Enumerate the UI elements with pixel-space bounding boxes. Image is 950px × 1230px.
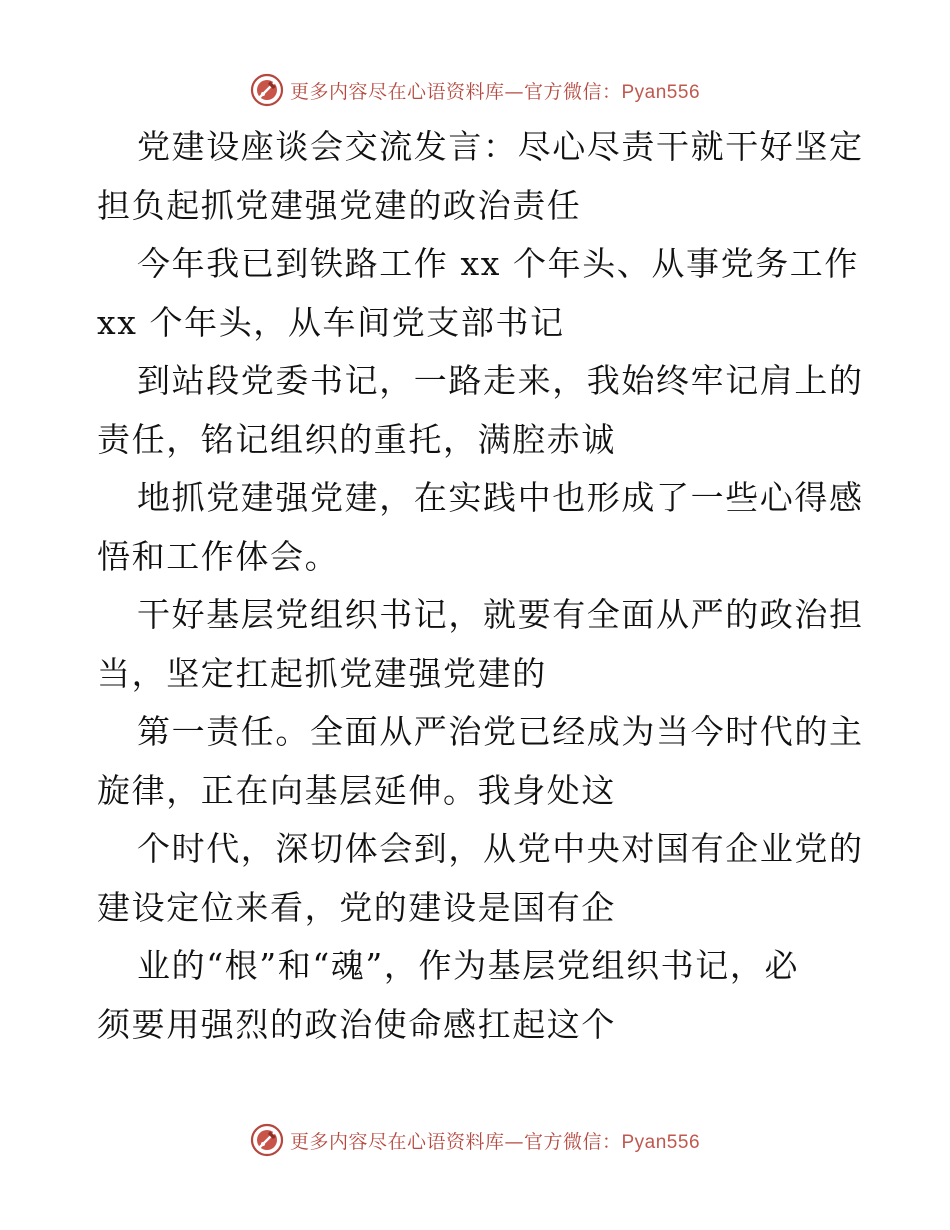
- text-line: 建设定位来看，党的建设是国有企: [97, 887, 616, 927]
- text-line: 干好基层党组织书记，就要有全面从严的政治担: [137, 595, 864, 634]
- text-line: 须要用强烈的政治使命感扛起这个: [97, 1004, 616, 1044]
- text-line: 责任，铭记组织的重托，满腔赤诚: [97, 419, 616, 459]
- text-line: 今年我已到铁路工作 xx 个年头、从事党务工作: [137, 244, 860, 283]
- brand-logo-icon: [250, 1123, 284, 1157]
- text-line: 个时代，深切体会到，从党中央对国有企业党的: [137, 829, 864, 868]
- header-brand-handle: Pyan556: [621, 81, 701, 103]
- text-line: 党建设座谈会交流发言：尽心尽责干就干好坚定: [137, 127, 864, 166]
- header-brand: [0, 70, 950, 110]
- footer-brand-handle: Pyan556: [621, 1131, 701, 1153]
- text-line: 地抓党建强党建，在实践中也形成了一些心得感: [137, 478, 864, 517]
- footer-brand-text: [290, 1127, 700, 1154]
- header-brand-label: 更多内容尽在心语资料库—官方微信：: [289, 80, 622, 103]
- text-line: xx 个年头，从车间党支部书记: [97, 302, 565, 342]
- text-line: 到站段党委书记，一路走来，我始终牢记肩上的: [137, 361, 864, 400]
- text-line: 担负起抓党建强党建的政治责任: [97, 185, 582, 225]
- text-line: 悟和工作体会。: [97, 536, 340, 576]
- text-line: 业的“根”和“魂”，作为基层党组织书记，必: [137, 946, 800, 985]
- text-line: 第一责任。全面从严治党已经成为当今时代的主: [137, 712, 864, 751]
- text-line: 旋律，正在向基层延伸。我身处这: [97, 770, 616, 810]
- text-line: 当，坚定扛起抓党建强党建的: [97, 653, 547, 693]
- header-brand-text: [290, 77, 700, 104]
- brand-logo-icon: [250, 73, 284, 107]
- document-body: [97, 118, 864, 1054]
- footer-brand-label: 更多内容尽在心语资料库—官方微信：: [289, 1130, 622, 1153]
- footer-brand: [0, 1120, 950, 1160]
